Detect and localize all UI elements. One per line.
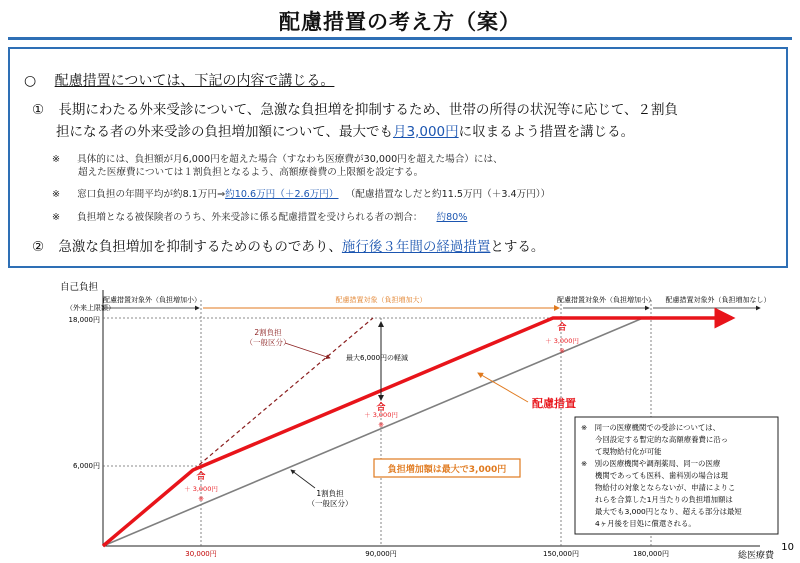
region-label-2: 配慮措置対象（負担増加大） <box>335 296 427 304</box>
y-tick-6000: 6,000円 <box>72 462 100 470</box>
x-tick-30000: 30,000円 <box>185 550 217 558</box>
step-label-3: ＋ 3,000円 <box>545 337 579 345</box>
label-two-wari-pointer <box>285 343 330 358</box>
region-label-3: 配慮措置対象外（負担増加小） <box>557 296 655 304</box>
note-box-line1: ※ 同一の医療機関での受診については、 <box>581 423 721 432</box>
note2-mark: ※ <box>52 189 61 200</box>
step-marker-3-sub: ※ <box>559 347 565 355</box>
label-one-wari-pointer <box>291 470 315 488</box>
note-box-line5: 機関であっても医科、歯科別の場合は現 <box>595 471 728 480</box>
note1-text2: 超えた医療費については１割負担となるよう、高額療養費の上限額を設定する。 <box>78 167 424 178</box>
label-two-wari-line2: （一般区分） <box>245 338 291 347</box>
note3-link[interactable]: 約80% <box>436 212 468 223</box>
step-label-1: ＋ 3,000円 <box>184 485 218 493</box>
step-label-2: ＋ 3,000円 <box>364 411 398 419</box>
step-marker-1-sub: ※ <box>198 495 204 503</box>
note2-link[interactable]: 約10.6万円（＋2.6万円） <box>225 189 339 200</box>
max-reduction-label: 最大6,000円の軽減 <box>346 354 409 362</box>
step-marker-1-glyph: 合 <box>196 472 206 482</box>
note3-pre: 負担増となる被保険者のうち、外来受診に係る配慮措置を受けられる者の割合： <box>77 212 423 223</box>
label-one-wari-line1: 1割負担 <box>316 489 344 498</box>
y-tick-18000: 18,000円 <box>68 316 100 324</box>
note-box-line6: 物給付の対象とならないが、申請によりこ <box>595 483 736 492</box>
label-one-wari-line2: （一般区分） <box>307 499 353 508</box>
note2-post: （配慮措置なしだと約11.5万円（＋3.4万円）） <box>350 189 551 200</box>
region-label-4: 配慮措置対象外（負担増加なし） <box>665 296 771 304</box>
y-axis-label: 自己負担 <box>60 282 99 293</box>
item1-number: ① <box>32 102 45 118</box>
note2-pre: 窓口負担の年間平均が約8.1万円⇒ <box>77 189 226 200</box>
item1-text2-pre: 担になる者の外来受診の負担増加額について、最大でも <box>56 124 393 140</box>
note-box-line7: れらを合算した1月当たりの負担増加額は <box>595 495 733 504</box>
x-tick-180000: 180,000円 <box>633 550 669 558</box>
note-box-line4: ※ 別の医療機関や調剤薬局、同一の医療 <box>581 459 721 468</box>
item1-text2-post: に収まるよう措置を講じる。 <box>458 124 635 140</box>
note-box-line3: て現物給付化が可能 <box>595 447 662 456</box>
item2-link[interactable]: 施行後３年間の経過措置 <box>341 239 491 255</box>
note-box-line9: 4ヶ月後を目処に償還される。 <box>595 519 696 528</box>
item2-number: ② <box>32 239 45 255</box>
step-marker-3-glyph: 合 <box>557 323 567 333</box>
step-marker-3 <box>545 321 579 355</box>
label-hairyo: 配慮措置 <box>532 397 576 410</box>
step-marker-2 <box>364 401 398 429</box>
region-label-1: 配慮措置対象外（負担増加小） <box>103 296 201 304</box>
step-marker-2-glyph: 合 <box>376 403 386 413</box>
page-title: 配慮措置の考え方（案） <box>279 10 521 34</box>
note-box-line2: 今回設定する暫定的な高額療養費に沿っ <box>595 435 729 444</box>
note1-mark: ※ <box>52 154 61 165</box>
x-axis-label: 総医療費 <box>738 551 775 561</box>
note3-mark: ※ <box>52 212 61 223</box>
page-number: 10 <box>781 542 794 553</box>
item1-text1: 長期にわたる外来受診について、急激な負担増を抑制するため、世帯の所得の状況等に応じて、２割負 <box>58 102 679 118</box>
y-axis-sublabel: （外来上限額） <box>66 304 115 312</box>
item2-post: とする。 <box>490 239 545 255</box>
note-box-line8: 最大でも3,000円となり、超える部分は最短 <box>595 507 742 516</box>
item2-pre: 急激な負担増加を抑制するためのものであり、 <box>58 239 342 255</box>
step-marker-2-sub: ※ <box>378 421 384 429</box>
heading-text: 配慮措置については、下記の内容で講じる。 <box>54 73 335 89</box>
item1-link[interactable]: 月3,000円 <box>392 124 459 140</box>
x-tick-150000: 150,000円 <box>543 550 579 558</box>
x-tick-90000: 90,000円 <box>365 550 397 558</box>
heading-bullet: ○ <box>24 73 37 89</box>
note1-text1: 具体的には、負担額が月6,000円を超えた場合（すなわち医療費が30,000円を超えた場合）には、 <box>77 154 503 165</box>
increase-box-text: 負担増加額は最大で3,000円 <box>387 465 507 475</box>
label-two-wari-line1: 2割負担 <box>254 328 282 337</box>
